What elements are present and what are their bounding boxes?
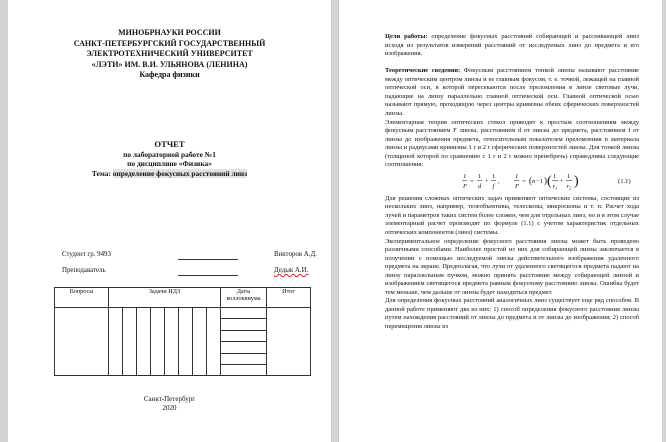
signature-line (178, 259, 238, 260)
theme-value: определение фокусных расстояний линз (112, 168, 248, 178)
lens-formula (385, 170, 639, 195)
svg-text:n: n (532, 177, 536, 185)
table-cell (221, 308, 267, 319)
student-name: Викторов А.Д. (274, 251, 317, 258)
svg-text:=: = (470, 177, 474, 185)
svg-text:r: r (566, 182, 570, 190)
svg-text:−1: −1 (536, 177, 544, 185)
svg-text:2: 2 (569, 185, 572, 191)
header-line: «ЛЭТИ» ИМ. В.И. УЛЬЯНОВА (ЛЕНИНА) (91, 59, 248, 69)
svg-text:F: F (463, 182, 468, 190)
table-cell (221, 319, 267, 330)
signature-line (178, 275, 238, 276)
student-label: Студент гр. 9493 (62, 251, 111, 258)
svg-text:1: 1 (515, 172, 519, 180)
column-header-questions: Вопросы (55, 288, 109, 308)
grades-table (54, 287, 311, 376)
report-title: ОТЧЕТ (154, 139, 185, 149)
table-cell (221, 364, 267, 375)
svg-text:): ) (544, 175, 547, 186)
column-header-tasks: Задачи ИДЗ (109, 288, 221, 308)
svg-text:1: 1 (478, 172, 482, 180)
svg-text:1: 1 (492, 172, 496, 180)
svg-text:): ) (574, 173, 579, 189)
svg-text:(: ( (529, 175, 532, 186)
svg-text:+: + (560, 177, 564, 185)
svg-text:1: 1 (567, 172, 571, 180)
paragraph: Для определения фокусных расстояний аналогичных линз существует еще ряд способов. В данной работе применяют два из них: 1) способ определения фокусного расстояния линзы путем нахождения расстояний от линзы до предмета и от линзы до изображения; 2) способ перемещения линзы из (385, 297, 639, 330)
svg-text:,: , (498, 177, 500, 185)
paragraph: Элементарная теория оптических стекол приводит к простым соотношениям между фокусным расстоянием F линзы, расстоянием d от линзы до предмета, расстоянием f от линзы до изображения предмета, относительным показателем преломления n материала линзы и радиусами кривизны 1 r и 2 r сферических поверхностей линзы. Для тонкой линзы (толщиной которой по сравнению с 1 r и 2 r можно пренебречь) справедливы следующие соотношения: (385, 118, 639, 169)
content-body (385, 33, 639, 332)
table-cell (165, 308, 179, 376)
theory-text: Фокусным расстоянием тонкой линзы называют расстояние между оптическим центром линзы и ее главным фокусом, т. е. точкой, лежащей на главной оптической оси, в которой пересекаются после преломления в линзе световые лучи, падающие на линзу параллельно главной оптической оси. Главной оптической осью называют прямую, проходящую через центры кривизны обеих сферических поверхностей линзы. (385, 67, 639, 117)
table-cell (221, 342, 267, 353)
department-line: Кафедра физики (139, 70, 200, 80)
table-cell (207, 308, 221, 376)
svg-text:(: ( (547, 173, 552, 189)
header-line: САНКТ-ПЕТЕРБУРГСКИЙ ГОСУДАРСТВЕННЫЙ (73, 38, 266, 48)
table-cell (267, 308, 311, 376)
report-block (8, 140, 331, 178)
table-cell (123, 308, 137, 376)
table-cell (179, 308, 193, 376)
city: Санкт-Петербург (143, 395, 196, 403)
svg-text:=: = (522, 177, 526, 185)
table-cell (109, 308, 123, 376)
formula-number: (1.1) (618, 177, 631, 185)
svg-text:r: r (552, 182, 556, 190)
column-header-dates: Даты коллоквиума (221, 288, 267, 308)
table-cell (221, 330, 267, 341)
student-signature-row (62, 251, 317, 261)
goal-paragraph (385, 33, 639, 59)
table-cell (193, 308, 207, 376)
paragraph: Экспериментальное определение фокусного расстояния линзы может быть проведено различными способами. Наиболее простой из них для собирающей линзы заключается в получении с помощью исследуемой линзы действительного изображения удаленного предмета на экране. Предполагая, что лучи от удаленного светящегося предмета падают на линзу параллельным пучком, можно принять расстояние между собирающей линзой и изображением светящегося предмета равным фокусному расстоянию линзы. Ошибка будет тем меньше, чем дальше от линзы будет находиться предмет. (385, 237, 639, 296)
svg-text:f: f (492, 182, 495, 190)
theory-paragraph (385, 67, 639, 118)
table-header-row (55, 288, 311, 308)
goal-text: определение фокусных расстояний собирающей и рассеивающей линз исходя из результатов измерений расстояний от исследуемых линз до предмета и его изображения. (385, 33, 639, 58)
theory-label: Теоретические сведения: (385, 67, 461, 75)
theme-label: Тема: (91, 168, 111, 178)
content-page (338, 0, 662, 442)
svg-text:1: 1 (555, 185, 558, 191)
svg-text:d: d (478, 182, 482, 190)
table-cell (137, 308, 151, 376)
theme-line (8, 169, 331, 179)
teacher-signature-row (62, 267, 312, 277)
paragraph: Для решения сложных оптических задач применяют оптические системы, состоящие из нескольких линз, например, телеобъективы, телескопы, микроскопы и т. п. Расчет хода лучей и параметров таких систем более сложен, чем для отдельных линз, но и в этом случае элементарный расчет производят по формуле (1.1) с учетом характеристик отдельных оптических компонентов (линз) системы. (385, 194, 639, 236)
table-cell (221, 353, 267, 364)
table-row (55, 308, 311, 319)
footer (8, 395, 331, 414)
svg-text:F: F (515, 182, 520, 190)
svg-text:1: 1 (463, 172, 467, 180)
column-header-result: Итог (267, 288, 311, 308)
university-header (8, 28, 331, 81)
header-line: ЭЛЕКТРОТЕХНИЧЕСКИЙ УНИВЕРСИТЕТ (86, 49, 253, 59)
title-page (8, 0, 332, 442)
table-cell (55, 308, 109, 376)
teacher-label: Преподаватель (62, 267, 106, 274)
report-line: по лабораторной работе №1 (123, 149, 216, 159)
teacher-name: Дедык А.И. (274, 267, 309, 274)
year: 2020 (162, 404, 177, 413)
header-line: МИНОБРНАУКИ РОССИИ (118, 28, 221, 37)
goal-label: Цели работы: (385, 33, 428, 40)
table-cell (151, 308, 165, 376)
svg-text:1: 1 (553, 172, 557, 180)
report-line: по дисциплине «Физика» (127, 159, 212, 169)
svg-text:+: + (485, 177, 489, 185)
